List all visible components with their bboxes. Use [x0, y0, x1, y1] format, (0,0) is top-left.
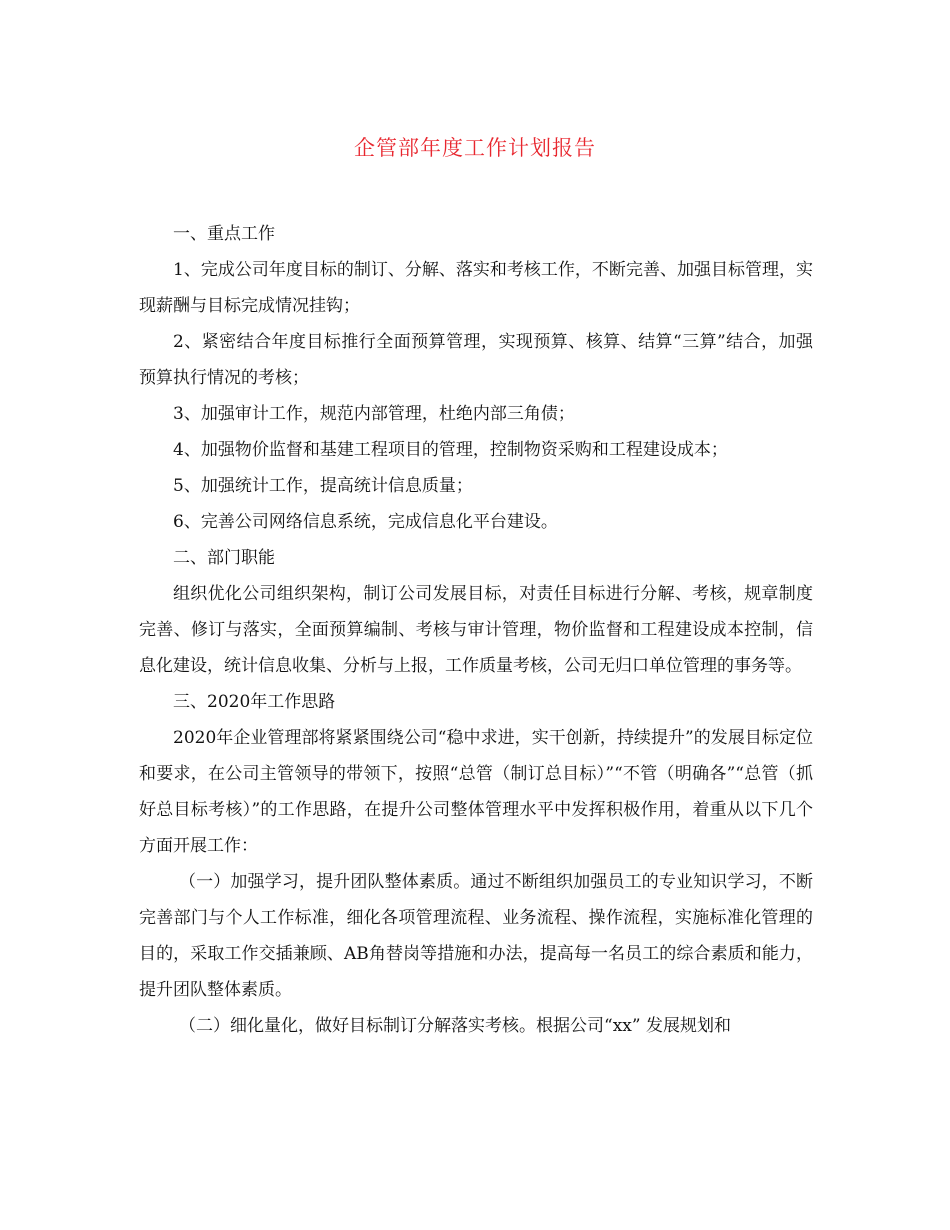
paragraph-department-functions: 组织优化公司组织架构，制订公司发展目标，对责任目标进行分解、考核，规章制度完善、修订与落实，全面预算编制、考核与审计管理，物价监督和工程建设成本控制，信息化建设，统计信息收集、分析与上报，工作质量考核，公司无归口单位管理的事务等。 — [139, 584, 813, 676]
document-title: 企管部年度工作计划报告 — [354, 136, 596, 160]
paragraph-subsection-1: （一）加强学习，提升团队整体素质。通过不断组织加强员工的专业知识学习，不断完善部门与个人工作标准，细化各项管理流程、业务流程、操作流程，实施标准化管理的目的，采取工作交插兼顾、AB角替岗等措施和办法，提高每一名员工的综合素质和能力，提升团队整体素质。 — [139, 872, 813, 1000]
section-heading-work-approach: 三、2020年工作思路 — [173, 692, 336, 712]
section-heading-key-work: 一、重点工作 — [173, 224, 275, 244]
paragraph-item-6: 6、完善公司网络信息系统，完成信息化平台建设。 — [173, 512, 558, 532]
paragraph-work-approach: 2020年企业管理部将紧紧围绕公司“稳中求进，实干创新，持续提升”的发展目标定位和要求，在公司主管领导的带领下，按照“总管（制订总目标）”“不管（明确各”“总管（抓好总目标考核）”的工作思路，在提升公司整体管理水平中发挥积极作用，着重从以下几个方面开展工作： — [139, 728, 813, 856]
document-body — [139, 216, 813, 1044]
paragraph-item-3: 3、加强审计工作，规范内部管理，杜绝内部三角债； — [173, 404, 575, 424]
paragraph-item-4: 4、加强物价监督和基建工程项目的管理，控制物资采购和工程建设成本； — [173, 440, 728, 460]
paragraph-subsection-2: （二）细化量化，做好目标制订分解落实考核。根据公司“xx” 发展规划和 — [179, 1016, 731, 1036]
paragraph-item-2: 2、紧密结合年度目标推行全面预算管理，实现预算、核算、结算“三算”结合，加强预算执行情况的考核； — [139, 332, 813, 388]
paragraph-item-5: 5、加强统计工作，提高统计信息质量； — [173, 476, 473, 496]
paragraph-item-1: 1、完成公司年度目标的制订、分解、落实和考核工作，不断完善、加强目标管理，实现薪酬与目标完成情况挂钩； — [139, 260, 813, 316]
section-heading-department-functions: 二、部门职能 — [173, 548, 275, 568]
